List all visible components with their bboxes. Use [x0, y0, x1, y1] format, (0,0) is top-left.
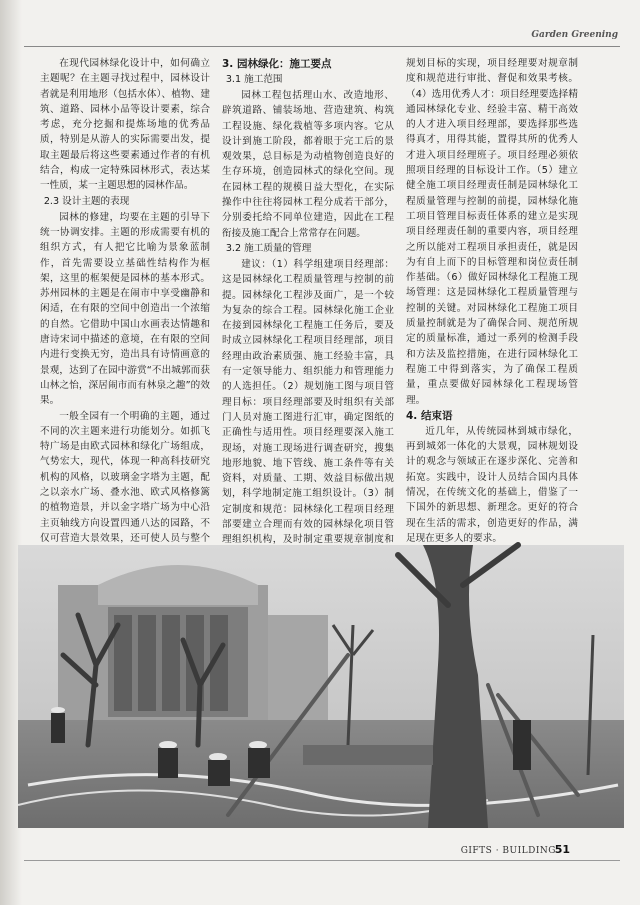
- page-number: 51: [554, 843, 570, 856]
- section-heading-3: 3. 园林绿化：施工要点: [222, 58, 332, 70]
- construction-site-photo: [18, 545, 624, 828]
- text-column-1: [40, 56, 210, 544]
- paragraph: 近几年，从传统园林到城市绿化，再到城郊一体化的大景观，园林规划设计的观念与领域正在逐步深化、完善和拓宽。实践中，设计人员结合国内具体情况，在传统文化的基础上，借鉴了一下国外的新思想、新理念。更好的符合现在生活的需求，创造更好的作品，满足现在更多人的要求。: [406, 425, 578, 544]
- paragraph: 园林的修建，均要在主题的引导下统一协调安排。主题的形成需要有机的组织方式，有人把它比喻为景象蓝制作，首先需要设立基础性结构作为框架，这里的框架便是园林的基本形式。苏州园林的主题是在闹市中享受幽静和闲适，在有限的空间中创造出一个浓缩的自然。它借助中国山水画表达情趣和唐诗宋词中描述的意境，在有限的空间内进行变换无穷，造出具有诗情画意的景观，达到了在园中游赏“不出城郭而获山林之怡，深居闹市而有林泉之趣”的效果。: [40, 211, 210, 407]
- paragraph: 在现代园林绿化设计中，如何确立主题呢？在主题寻找过程中，园林设计者就是利用地形（包括水体）、植物、建筑、道路、园林小品等设计要素，综合考虑，充分挖掘和提炼场地的优秀品质，特别是从游人的实际需要出发，提取主题最后将这些要素通过作者的有机结合，构成一定特殊园林形式，表达某一性质，某一主题思想的园林作品。: [40, 58, 210, 192]
- text-column-3: [406, 56, 578, 544]
- subsection-heading-3-2: 3.2 施工质量的管理: [225, 242, 312, 254]
- footer-rule: [24, 860, 620, 861]
- paragraph: 一般全园有一个明确的主题，通过不同的次主题来进行功能划分。如抓飞特广场是由欧式园林和绿化广场组成，气势宏大，现代，体现一种高科技研究机构的风格，以玻璃金字塔为主题，配之以亲水广场、叠水池、欧式风格修篱的植物造景，并以金字塔广场为中心沿主页轴线方向设置四通八达的园路，不仅可营造大景效果，还可使人员与整个: [40, 410, 210, 544]
- paragraph: 建议：（1）科学组建项目经理部：这是园林绿化工程质量管理与控制的前提。园林绿化工程涉及面广，是一个较为复杂的综合工程。园林绿化施工企业在接到园林绿化工程施工任务后，要及时成立园林绿化工程项目经理部，项目经理由政治素质强、施工经验丰富，具有一定领导能力、组织能力和管理能力的人选担任。（2）规划施工图与项目管理目标：项目经理部要及时组织有关部门人员对施工图进行汇审，确定图纸的正确性与适用性。项目经理要深入施工现场，对施工现场进行调查研究，搜集地形地貌、地下管线、施工条件等有关资料，对质量、工期、效益目标做出规划，科学地制定施工组织设计。（3）制定制度和规范：园林绿化工程项目经理部要建立合理而有效的园林绿化项目管理组织机构，及时制定重要规章制度和: [222, 258, 394, 546]
- paragraph: 规划目标的实现，项目经理要对规章制度和规范进行审批、督促和效果考核。（4）选用优秀人才：项目经理要选择精通园林绿化专业、经验丰富、精干高效的人才进入项目经理部，要选择那些选得真才，用得其能，置得其所的优秀人才进入项目经理班子。项目经理必须依照项目经理的目标设计工作。（5）建立健全施工项目经理责任制是园林绿化工程质量管理与控制的前提，园林绿化施工项目管理目标责任体系的建立是实现项目经理责任制的重要内容，项目经理之所以能对工程项目承担责任，就是因为有自上而下的目标管理和岗位责任制作基础。（6）做好园林绿化工程施工现场管理：这是园林绿化工程质量管理与控制的关键。对园林绿化工程施工项目质量控制就是为了确保合同、规范所规定的质量标准，通过一系列的检测手段和方法及监控措施，在进行园林绿化工程施工中得到落实，为了确保工程质量，重点要做好园林绿化工程现场管理。: [406, 58, 578, 406]
- subsection-heading-3-1: 3.1 施工范围: [225, 74, 283, 85]
- header-rule: [24, 46, 620, 47]
- running-header: Garden Greening: [531, 30, 618, 40]
- paragraph: 园林工程包括理山水、改造地形、辟筑道路、铺装场地、营造建筑、构筑工程设施、绿化栽植等多项内容。它从设计到施工阶段，都着眼于完工后的景观效果，总目标是为动植物创造良好的生存环境，创造园林式的绿化空间。现在园林工程的规模日益大型化，在实际操作中往往将园林工程分成若干部分，分别委托给不同单位建造，因此在工程衔接及施工配合上常常存在问题。: [222, 90, 394, 239]
- text-column-2: [222, 56, 394, 546]
- publication-name: GIFTS · BUILDING: [460, 846, 556, 856]
- subsection-heading-2-3: 2.3 设计主题的表现: [43, 195, 130, 207]
- section-heading-4: 4. 结束语: [406, 409, 453, 422]
